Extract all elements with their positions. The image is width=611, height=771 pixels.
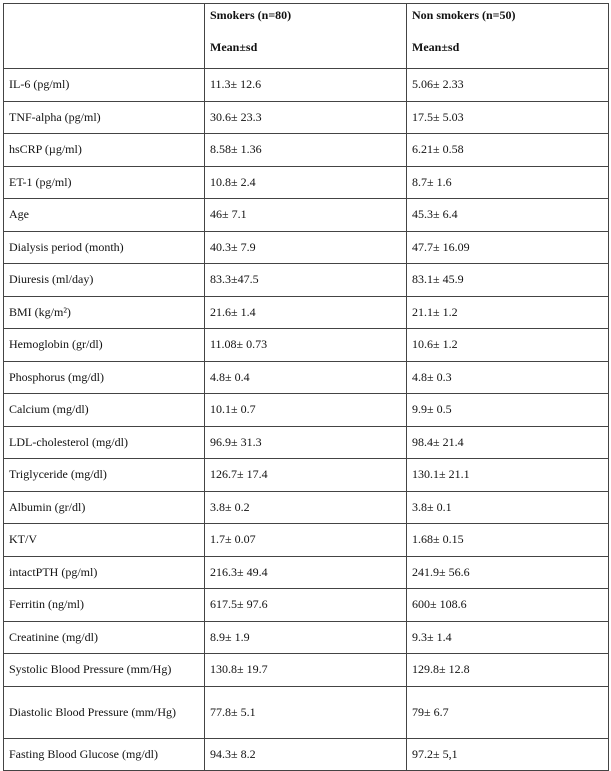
- nonsmokers-value: 6.21± 0.58: [407, 134, 609, 167]
- smokers-value: 10.8± 2.4: [205, 166, 407, 199]
- table-row: [4, 394, 609, 427]
- nonsmokers-value: 600± 108.6: [407, 589, 609, 622]
- smokers-value: 617.5± 97.6: [205, 589, 407, 622]
- table-row: [4, 426, 609, 459]
- smokers-value: 77.8± 5.1: [205, 686, 407, 738]
- nonsmokers-value: 47.7± 16.09: [407, 231, 609, 264]
- smokers-value: 11.3± 12.6: [205, 69, 407, 102]
- table-row: [4, 459, 609, 492]
- smokers-value: 11.08± 0.73: [205, 329, 407, 362]
- table-row: [4, 491, 609, 524]
- row-label: LDL-cholesterol (mg/dl): [4, 426, 205, 459]
- table-row: [4, 524, 609, 557]
- row-label: Diuresis (ml/day): [4, 264, 205, 297]
- row-label: Fasting Blood Glucose (mg/dl): [4, 738, 205, 771]
- table-row: [4, 264, 609, 297]
- row-label: Age: [4, 199, 205, 232]
- row-label: TNF-alpha (pg/ml): [4, 101, 205, 134]
- nonsmokers-value: 97.2± 5,1: [407, 738, 609, 771]
- header-cell-smokers: [205, 4, 407, 69]
- row-label: BMI (kg/m²): [4, 296, 205, 329]
- smokers-column-subtitle: Mean±sd: [210, 40, 258, 54]
- table-header-row: [4, 4, 609, 69]
- nonsmokers-value: 4.8± 0.3: [407, 361, 609, 394]
- smokers-value: 1.7± 0.07: [205, 524, 407, 557]
- row-label: KT/V: [4, 524, 205, 557]
- smokers-value: 10.1± 0.7: [205, 394, 407, 427]
- smokers-value: 46± 7.1: [205, 199, 407, 232]
- nonsmokers-value: 3.8± 0.1: [407, 491, 609, 524]
- smokers-value: 96.9± 31.3: [205, 426, 407, 459]
- nonsmokers-value: 130.1± 21.1: [407, 459, 609, 492]
- smokers-column-title: Smokers (n=80): [210, 8, 292, 22]
- row-label: Dialysis period (month): [4, 231, 205, 264]
- nonsmokers-value: 98.4± 21.4: [407, 426, 609, 459]
- nonsmokers-value: 83.1± 45.9: [407, 264, 609, 297]
- smokers-value: 126.7± 17.4: [205, 459, 407, 492]
- nonsmokers-value: 129.8± 12.8: [407, 654, 609, 687]
- row-label: Creatinine (mg/dl): [4, 621, 205, 654]
- smokers-value: 8.58± 1.36: [205, 134, 407, 167]
- table-row: [4, 134, 609, 167]
- table-row: [4, 69, 609, 102]
- header-cell-nonsmokers: [407, 4, 609, 69]
- row-label: hsCRP (µg/ml): [4, 134, 205, 167]
- nonsmokers-value: 5.06± 2.33: [407, 69, 609, 102]
- table-row: [4, 329, 609, 362]
- comparison-table: [3, 3, 609, 771]
- table-row: [4, 296, 609, 329]
- table-row: [4, 654, 609, 687]
- row-label: ET-1 (pg/ml): [4, 166, 205, 199]
- row-label: intactPTH (pg/ml): [4, 556, 205, 589]
- smokers-value: 216.3± 49.4: [205, 556, 407, 589]
- nonsmokers-value: 21.1± 1.2: [407, 296, 609, 329]
- table-body: [4, 4, 609, 771]
- smokers-value: 8.9± 1.9: [205, 621, 407, 654]
- smokers-value: 4.8± 0.4: [205, 361, 407, 394]
- table-row: [4, 199, 609, 232]
- nonsmokers-value: 1.68± 0.15: [407, 524, 609, 557]
- row-label: Triglyceride (mg/dl): [4, 459, 205, 492]
- nonsmokers-column-title: Non smokers (n=50): [412, 8, 516, 22]
- smokers-value: 83.3±47.5: [205, 264, 407, 297]
- table-row: [4, 621, 609, 654]
- row-label: IL-6 (pg/ml): [4, 69, 205, 102]
- smokers-value: 30.6± 23.3: [205, 101, 407, 134]
- nonsmokers-value: 17.5± 5.03: [407, 101, 609, 134]
- row-label: Albumin (gr/dl): [4, 491, 205, 524]
- smokers-value: 40.3± 7.9: [205, 231, 407, 264]
- row-label-text: Diastolic Blood Pressure (mm/Hg): [9, 705, 176, 719]
- table-row: [4, 101, 609, 134]
- smokers-value: 3.8± 0.2: [205, 491, 407, 524]
- smokers-value: 94.3± 8.2: [205, 738, 407, 771]
- header-cell-empty: [4, 4, 205, 69]
- table-row: [4, 231, 609, 264]
- table-row: [4, 686, 609, 738]
- nonsmokers-value: 45.3± 6.4: [407, 199, 609, 232]
- table-row: [4, 738, 609, 771]
- nonsmokers-value: 9.9± 0.5: [407, 394, 609, 427]
- row-label: [4, 686, 205, 738]
- smokers-value: 130.8± 19.7: [205, 654, 407, 687]
- nonsmokers-value: 10.6± 1.2: [407, 329, 609, 362]
- nonsmokers-value: 79± 6.7: [407, 686, 609, 738]
- smokers-value: 21.6± 1.4: [205, 296, 407, 329]
- row-label: Ferritin (ng/ml): [4, 589, 205, 622]
- row-label: Systolic Blood Pressure (mm/Hg): [4, 654, 205, 687]
- table-row: [4, 556, 609, 589]
- table-row: [4, 589, 609, 622]
- nonsmokers-column-subtitle: Mean±sd: [412, 40, 460, 54]
- table-row: [4, 166, 609, 199]
- nonsmokers-value: 8.7± 1.6: [407, 166, 609, 199]
- nonsmokers-value: 241.9± 56.6: [407, 556, 609, 589]
- row-label: Hemoglobin (gr/dl): [4, 329, 205, 362]
- nonsmokers-value: 9.3± 1.4: [407, 621, 609, 654]
- table-row: [4, 361, 609, 394]
- row-label: Calcium (mg/dl): [4, 394, 205, 427]
- row-label: Phosphorus (mg/dl): [4, 361, 205, 394]
